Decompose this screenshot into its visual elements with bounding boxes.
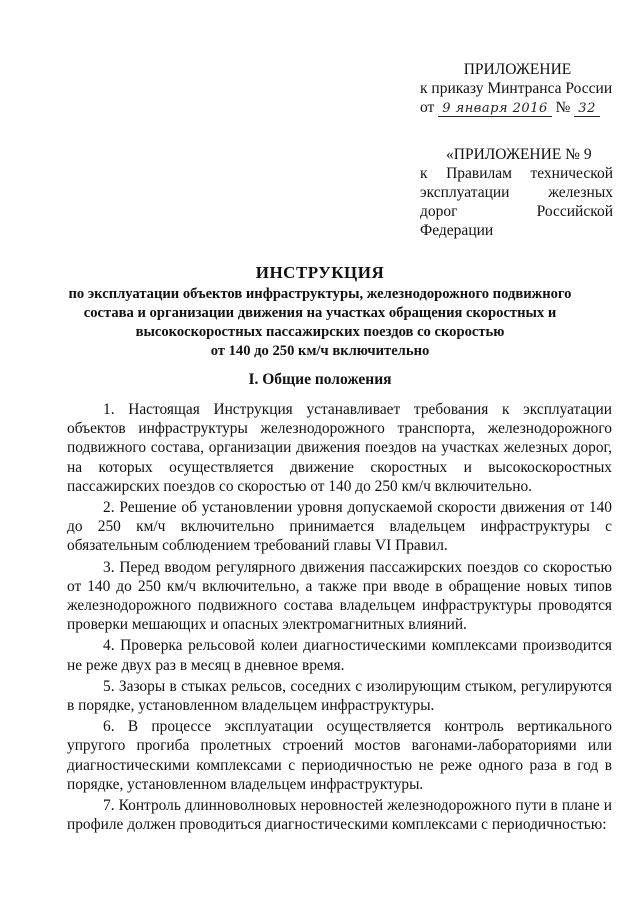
document-body <box>67 400 612 836</box>
paragraph: 1. Настоящая Инструкция устанавливает требования к эксплуатации объектов инфраструктуры железнодорожного транспорта, железнодорожного подвижного состава, организации движения поездов на участках железных дорог, на которых осуществляется движение скоростных и высокоскоростных пассажирских поездов со скоростью от 140 до 250 км/ч включительно. <box>67 401 612 495</box>
handwritten-number: 32 <box>574 101 600 117</box>
paragraph: 3. Перед вводом регулярного движения пассажирских поездов со скоростью от 140 до 250 км/ч включительно, а также при вводе в обращение новых типов железнодорожного подвижного состава владельцем инфраструктуры проводятся проверки мешающих и опасных электромагнитных влияний. <box>67 558 612 634</box>
subtitle-line: состава и организации движения на участках обращения скоростных и <box>83 305 557 321</box>
section-heading: I. Общие положения <box>248 371 392 388</box>
appendix9-line3: эксплуатации железных <box>420 184 613 201</box>
subtitle-line: по эксплуатации объектов инфраструктуры, железнодорожного подвижного <box>68 286 572 302</box>
paragraph: 2. Решение об установлении уровня допускаемой скорости движения от 140 до 250 км/ч включительно принимается владельцем инфраструктуры с обязательным соблюдением требований главы VI Правил. <box>67 499 612 555</box>
appendix-date-line <box>420 98 615 118</box>
appendix-header <box>420 60 615 118</box>
date-prefix: от <box>420 99 435 116</box>
number-prefix: № <box>555 99 571 116</box>
paragraph: 6. В процессе эксплуатации осуществляется контроль вертикального упругого прогиба пролетных строений мостов вагонами-лабораториями или диагностическими комплексами с периодичностью не реже одного раза в год в порядке, установленном владельцем инфраструктуры. <box>67 718 612 793</box>
document-subtitle <box>60 285 580 361</box>
subtitle-line: от 140 до 250 км/ч включительно <box>210 343 430 359</box>
appendix9-header <box>420 145 613 240</box>
paragraph: 7. Контроль длинноволновых неровностей железнодорожного пути в плане и профиле должен проводиться диагностическими комплексами с периодичностью: <box>67 797 612 834</box>
appendix9-title: «ПРИЛОЖЕНИЕ № 9 <box>446 146 592 163</box>
appendix-order-line: к приказу Минтранса России <box>420 80 613 97</box>
document-title: ИНСТРУКЦИЯ <box>255 263 385 282</box>
paragraph: 5. Зазоры в стыках рельсов, соседних с изолирующим стыком, регулируются в порядке, установленном владельцем инфраструктуры. <box>67 677 612 715</box>
paragraph: 4. Проверка рельсовой колеи диагностическими комплексами производится не реже двух раз в месяц в дневное время. <box>67 637 612 674</box>
handwritten-date: 9 января 2016 <box>438 101 552 117</box>
appendix9-line2: к Правилам технической <box>420 165 613 182</box>
subtitle-line: высокоскоростных пассажирских поездов со скоростью <box>135 324 505 340</box>
appendix9-line4: дорог Российской Федерации <box>420 203 613 239</box>
appendix-title: ПРИЛОЖЕНИЕ <box>463 61 572 78</box>
